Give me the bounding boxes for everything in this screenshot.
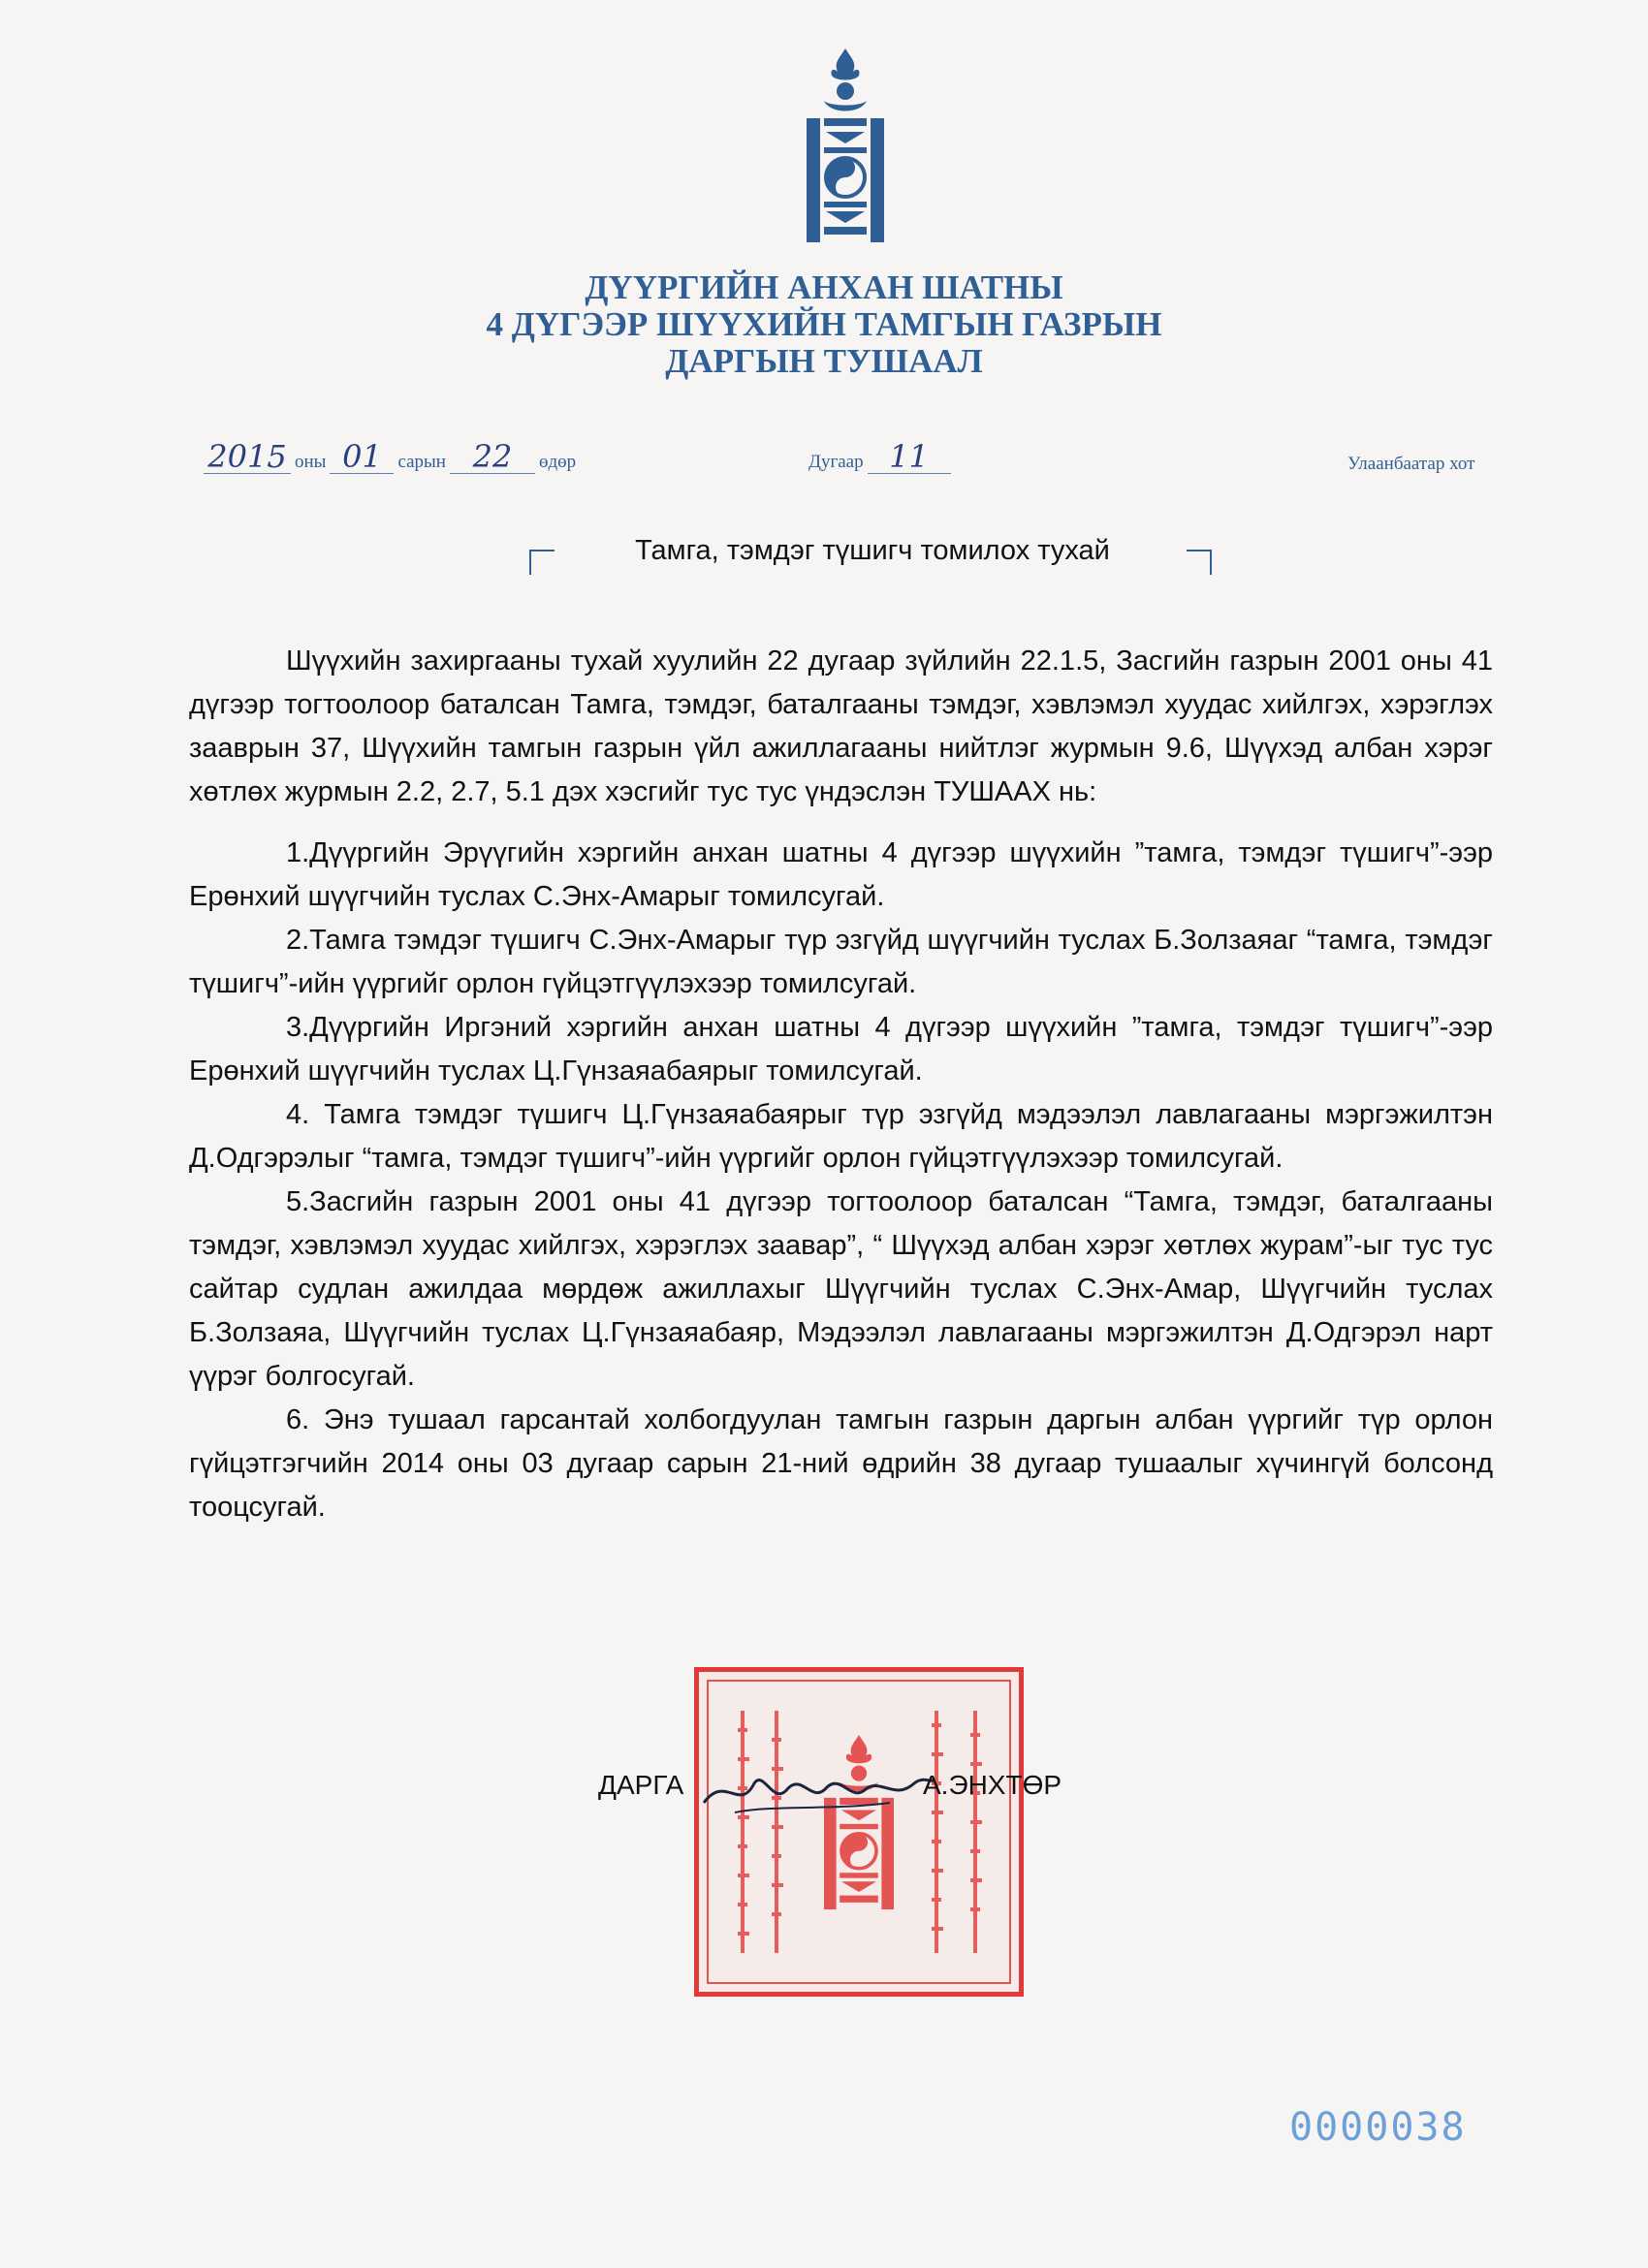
order-item: 2.Тамга тэмдэг түшигч С.Энх-Амарыг түр эзгүйд шүүгчийн туслах Б.Золзаяаг “тамга, тэмдэг түшигч”-ийн үүргийг орлон гүйцэтгүүлэхээр томилсугай. xyxy=(189,925,1493,999)
date-line xyxy=(204,440,580,474)
city-label: Улаанбаатар хот xyxy=(1347,454,1475,474)
document-body xyxy=(189,640,1493,1529)
subject-bracket-right xyxy=(1187,550,1212,575)
number-value: 11 xyxy=(868,440,951,474)
serial-number: 0000038 xyxy=(1289,2105,1467,2150)
heading-line-2: 4 ДҮГЭЭР ШҮҮХИЙН ТАМГЫН ГАЗРЫН xyxy=(486,305,1162,343)
number-label: Дугаар xyxy=(808,452,864,472)
day-label: өдөр xyxy=(538,452,577,472)
document-subject: Тамга, тэмдэг түшигч томилох тухай xyxy=(635,535,1110,566)
heading-line-3: ДАРГЫН ТУШААЛ xyxy=(665,342,983,380)
order-item: 3.Дүүргийн Иргэний хэргийн анхан шатны 4 дүгээр шүүхийн ”тамга, тэмдэг түшигч”-ээр Ерөнхий шүүгчийн туслах Ц.Гүнзаяабаярыг томилсугай. xyxy=(189,1012,1493,1087)
subject-bracket-left xyxy=(529,550,555,575)
year-label: оны xyxy=(295,452,327,472)
order-number xyxy=(805,440,951,474)
official-seal xyxy=(694,1667,1024,1997)
signatory-name: А.ЭНХТӨР xyxy=(923,1770,1062,1800)
heading-line-1: ДҮҮРГИЙН АНХАН ШАТНЫ xyxy=(585,268,1063,306)
soyombo-emblem-icon xyxy=(797,47,894,255)
date-year: 2015 xyxy=(204,440,291,474)
handwritten-signature xyxy=(696,1754,938,1832)
order-item: 6. Энэ тушаал гарсантай холбогдуулан тамгын газрын даргын албан үүргийг түр орлон гүйцэтгэгчийн 2014 оны 03 дугаар сарын 21-ний өдрийн 38 дугаар тушаалыг хүчингүй болсонд тооцсугай. xyxy=(189,1404,1493,1523)
date-month: 01 xyxy=(330,440,394,474)
document-heading xyxy=(339,269,1309,380)
seal-script-icon xyxy=(699,1672,1019,1992)
order-item: 5.Засгийн газрын 2001 оны 41 дүгээр тогтоолоор баталсан “Тамга, тэмдэг, баталгааны тэмдэг, хэвлэмэл хуудас хийлгэх, хэрэглэх заавар”, “ Шүүхэд албан хэрэг хөтлөх журам”-ыг тус тус сайтар судлан ажилдаа мөрдөж ажиллахыг Шүүгчийн туслах С.Энх-Амар, Шүүгчийн туслах Б.Золзаяа, Шүүгчийн туслах Ц.Гүнзаяабаяр, Мэдээлэл лавлагааны мэргэжилтэн Д.Одгэрэл нарт үүрэг болгосугай. xyxy=(189,1186,1493,1392)
month-label: сарын xyxy=(397,452,446,472)
preamble-paragraph: Шүүхийн захиргааны тухай хуулийн 22 дугаар зүйлийн 22.1.5, Засгийн газрын 2001 оны 41 дүгээр тогтоолоор баталсан Тамга, тэмдэг, баталгааны тэмдэг, хэвлэмэл хуудас хийлгэх, хэрэглэх зааврын 37, Шүүхийн тамгын газрын үйл ажиллагааны нийтлэг журмын 9.6, Шүүхэд албан хэрэг хөтлөх журмын 2.2, 2.7, 5.1 дэх хэсгийг тус тус үндэслэн ТУШААХ нь: xyxy=(189,646,1493,807)
order-item: 1.Дүүргийн Эрүүгийн хэргийн анхан шатны 4 дүгээр шүүхийн ”тамга, тэмдэг түшигч”-ээр Ерөнхий шүүгчийн туслах С.Энх-Амарыг томилсугай. xyxy=(189,837,1493,912)
order-item: 4. Тамга тэмдэг түшигч Ц.Гүнзаяабаярыг түр эзгүйд мэдээлэл лавлагааны мэргэжилтэн Д.Одгэрэлыг “тамга, тэмдэг түшигч”-ийн үүргийг орлон гүйцэтгүүлэхээр томилсугай. xyxy=(189,1099,1493,1174)
signatory-title: ДАРГА xyxy=(598,1770,684,1800)
date-day: 22 xyxy=(450,440,535,474)
